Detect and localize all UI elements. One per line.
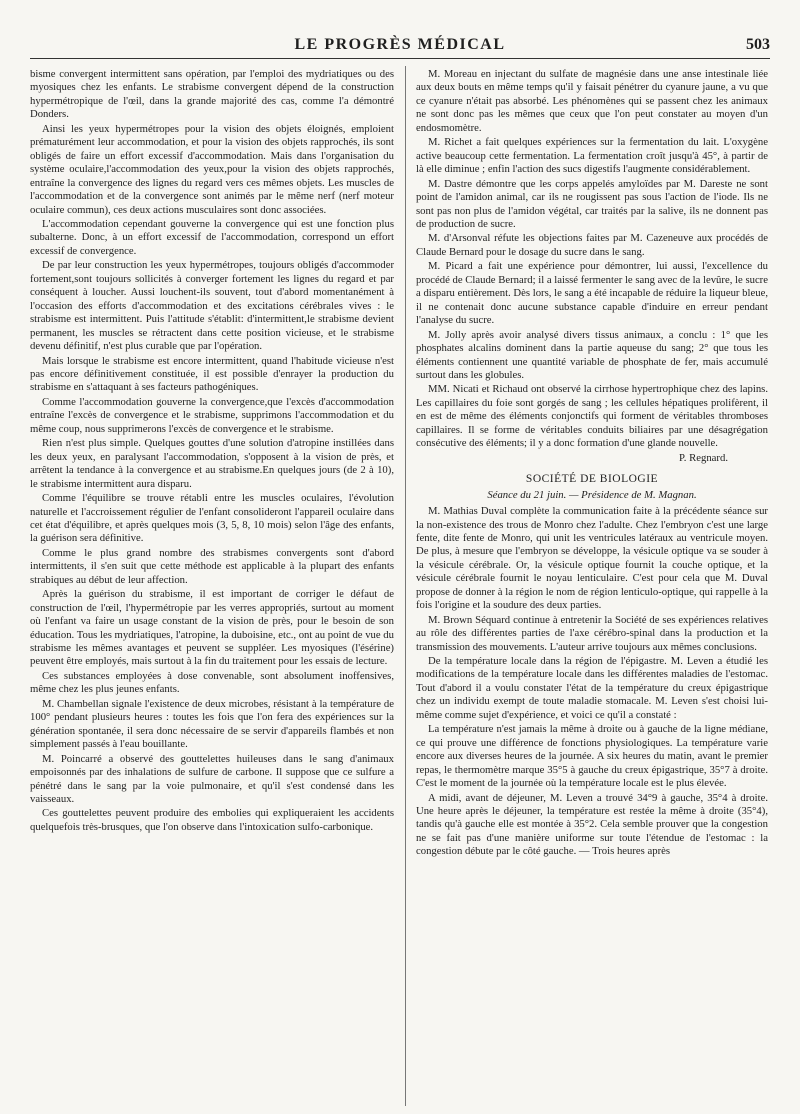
paragraph: De par leur construction les yeux hypermétropes, toujours obligés d'accommoder fortement,sont toujours sollicités à converger fortement les lignes du regard et par conséquent à loucher. Aussi louchent-ils souvent, tout d'abord momentanément à l'occasion des efforts d'accommodation et des excitations cérébrales vives : le strabisme est intermittent. Puis l'attitude s'établit: d'intermittent,le strabisme devient permanent, les muscles se rétractent dans cette position vicieuse, et le strabisme devenu définitif, n'est plus curable que par l'opération. (30, 259, 394, 353)
section-title: SOCIÉTÉ DE BIOLOGIE (525, 473, 659, 486)
paragraph: L'accommodation cependant gouverne la convergence qui est une fonction plus subalterne. Donc, à un effort excessif de l'accommodation, correspond un effort excessif de convergence. (30, 217, 394, 257)
paragraph: Après la guérison du strabisme, il est important de corriger le défaut de construction de l'œil, l'hypermétropie par les verres appropriés, surtout au moment où l'enfant va faire un usage constant de la vision de près, pour le besoin de son éducation. Tous les mydriatiques, l'atropine, la duboisine, etc., ont au point de vue du strabisme les mêmes avantages et peuvent se suppléer. Les myosiques (l'ésérine) peuvent être employés, mais surtout à la fin du traitement pour les essais de lecture. (30, 588, 394, 668)
signature: P. Regnard. (679, 451, 728, 464)
paragraph: Mais lorsque le strabisme est encore intermittent, quand l'habitude vicieuse n'est pas encore définitivement constituée, il est possible d'enrayer la production du strabisme en s'attaquant à ses facteurs pathogéniques. (30, 354, 394, 394)
paragraph: M. Poincarré a observé des gouttelettes huileuses dans le sang d'animaux empoisonnés par des inhalations de sulfure de carbone. Il suppose que ce sulfure a pénétré dans le sang par la voie pulmonaire, et qu'il s'est condensé dans les vaisseaux. (30, 752, 394, 806)
journal-title: LE PROGRÈS MÉDICAL (294, 36, 506, 53)
paragraph: Ces substances employées à dose convenable, sont absolument inoffensives, même chez les plus jeunes enfants. (30, 669, 394, 696)
page-header (30, 34, 770, 59)
paragraph: Comme le plus grand nombre des strabismes convergents sont d'abord intermittents, il s'en suit que cette méthode est applicable à la plupart des enfants strabiques au début de leur affection. (30, 546, 394, 586)
paragraph: M. Chambellan signale l'existence de deux microbes, résistant à la température de 100° pendant plusieurs heures : toutes les fois que l'on fera des expériences sur la génération spontanée, il sera donc nécessaire de se servir d'appareils flambés et non simplement passés à l'eau bouillante. (30, 697, 394, 751)
page-number: 503 (746, 36, 770, 53)
paragraph: Ainsi les yeux hypermétropes pour la vision des objets éloignés, emploient prématurément leur accommodation, et pour la vision des objets rapprochés, ils sont obligés de faire un effort excessif d'accommodation. Mais dans l'organisation du système oculaire,l'accommodation des yeux,pour la vision des objets rapprochés, entraîne la convergence des lignes du regard vers ces mêmes objets. Les muscles de l'accommodation et de la convergence sont animés par le même nerf (nerf moteur oculaire commun), ces deux actions musculaires sont donc associées. (30, 122, 394, 216)
right-column (416, 68, 768, 1104)
paragraph: Comme l'équilibre se trouve rétabli entre les muscles oculaires, l'évolution naturelle et l'accroissement régulier de l'enfant consolideront l'appareil oculaire dans cet état d'équilibre, et après quelques mois (3, 5, 8, 10 mois) selon l'âge des enfants, la guérison sera définitive. (30, 492, 394, 545)
paragraph: A midi, avant de déjeuner, M. Leven a trouvé 34°9 à gauche, 35°4 à droite. Une heure après le déjeuner, la température est restée la même à droite (35°4), tandis qu'à gauche elle est montée à 35°2. Cela semble prouver que la congestion ne se fait pas d'une manière uniforme sur toute l'étendue de l'estomac : la congestion débute par le côté gauche. — Trois heures après (416, 791, 768, 858)
paragraph: Ces gouttelettes peuvent produire des embolies qui expliqueraient les accidents quelquefois très-brusques, que l'on observe dans l'intoxication sulfo-carbonique. (30, 807, 394, 833)
paragraph: Rien n'est plus simple. Quelques gouttes d'une solution d'atropine instillées dans les deux yeux, en paralysant l'accommodation, s'opposent à la vision de près, et arrêtent la tendance à la convergence et au strabisme.En quelques jours (de 2 à 10), le strabisme intermittent aura disparu. (30, 437, 394, 490)
paragraph: M. d'Arsonval réfute les objections faites par M. Cazeneuve aux procédés de Claude Bernard pour le dosage du sucre dans le sang. (416, 232, 768, 258)
session-subtitle: Séance du 21 juin. — Présidence de M. Magnan. (487, 488, 697, 501)
paragraph: M. Richet a fait quelques expériences sur la fermentation du lait. L'oxygène active beaucoup cette fermentation. La fermentation croît jusqu'à 45°, à partir de là elle diminue ; enfin l'action des sucs digestifs l'augmente considérablement. (416, 136, 768, 176)
paragraph: La température n'est jamais la même à droite ou à gauche de la ligne médiane, ce qui prouve une différence de fonctions physiologiques. La température varie encore aux diverses heures de la journée. A six heures du matin, avant le premier repas, le thermomètre marque 35°5 à gauche du creux épigastrique, 35°7 à droite. C'est le moment de la journée où la température locale est le plus élevée. (416, 723, 768, 790)
left-column (30, 68, 394, 1104)
paragraph: MM. Nicati et Richaud ont observé la cirrhose hypertrophique chez des lapins. Les capillaires du foie sont gorgés de sang ; les cellules hépatiques prolifèrent, il en est de même des éléments conjonctifs qui forment de véritables thromboses capillaires. Il se forme de véritables conduits biliaires par une désagrégation consécutive des éléments; il y a donc formation d'une glande nouvelle. (416, 383, 768, 450)
paragraph: M. Brown Séquard continue à entretenir la Société de ses expériences relatives au rôle des différentes parties de l'axe cérébro-spinal dans la production et la transmission des mouvements. L'auteur arrive toujours aux mêmes conclusions. (416, 613, 768, 653)
paragraph: bisme convergent intermittent sans opération, par l'emploi des mydriatiques ou des myosiques chez les enfants. Le strabisme convergent dépend de la construction hypermétropique de l'œil, dans la grande majorité des cas, comme l'a démontré Donders. (30, 68, 394, 121)
paragraph: Comme l'accommodation gouverne la convergence,que l'excès d'accommodation entraîne l'excès de convergence et le strabisme, supprimons l'accommodation et du même coup, nous supprimerons l'excès de convergence et le strabisme. (30, 395, 394, 435)
paragraph: M. Dastre démontre que les corps appelés amyloïdes par M. Dareste ne sont point de l'amidon animal, car ils ne rougissent pas sous l'action de l'iode. Ils ne sont pas non plus de l'amidon végétal, car traités par la salive, ils ne donnent pas de production de sucre. (416, 177, 768, 230)
paragraph: De la température locale dans la région de l'épigastre. M. Leven a étudié les modifications de la température locale dans les différentes maladies de l'estomac. Tout d'abord il a voulu constater l'état de la température du creux épigastrique chez un individu exempt de toute maladie stomacale. M. Leven s'est choisi lui-même comme sujet d'expérience, et voici ce qu'il a constaté : (416, 655, 768, 721)
paragraph: M. Picard a fait une expérience pour démontrer, lui aussi, l'excellence du procédé de Claude Bernard; il a laissé fermenter le sang avec de la levûre, le sucre a disparu entièrement. Dès lors, le sang a été incapable de réduire la liqueur bleue, il ne contenait donc aucune substance capable d'induire en erreur pendant l'analyse du sucre. (416, 260, 768, 327)
paragraph: M. Jolly après avoir analysé divers tissus animaux, a conclu : 1° que les phosphates alcalins dominent dans la partie aqueuse du sang; 2° que tous les éléments contiennent une quantité variable de phosphate de fer, mais accumulé surtout dans les globules. (416, 328, 768, 381)
paragraph: M. Mathias Duval complète la communication faite à la précédente séance sur la non-existence des trous de Monro chez l'adulte. Chez l'embryon c'est une large fente, dite fente de Monro, qui unit les ventricules latéraux au ventricule moyen. De plus, à mesure que l'embryon se développe, la vésicule optique va se souder à la vésicule cérébrale. Or, la vésicule optique fournit la couche optique, et la vésicule cérébrale fournit le noyau lenticulaire. C'est pour cela que M. Duval propose de donner à la région le nom de région lenticulo-optique, qui rappelle à la fois l'origine et la soudure des deux parties. (416, 505, 768, 612)
paragraph: M. Moreau en injectant du sulfate de magnésie dans une anse intestinale liée aux deux bouts en même temps qu'il y faisait pénétrer du cyanure jaune, a vu que ce cyanure n'était pas absorbé. Les phénomènes qui se passent chez les animaux ne sont donc pas les mêmes que ceux que l'on peut constater au moyen d'un endosmomètre. (416, 68, 768, 134)
column-divider (405, 66, 406, 1106)
